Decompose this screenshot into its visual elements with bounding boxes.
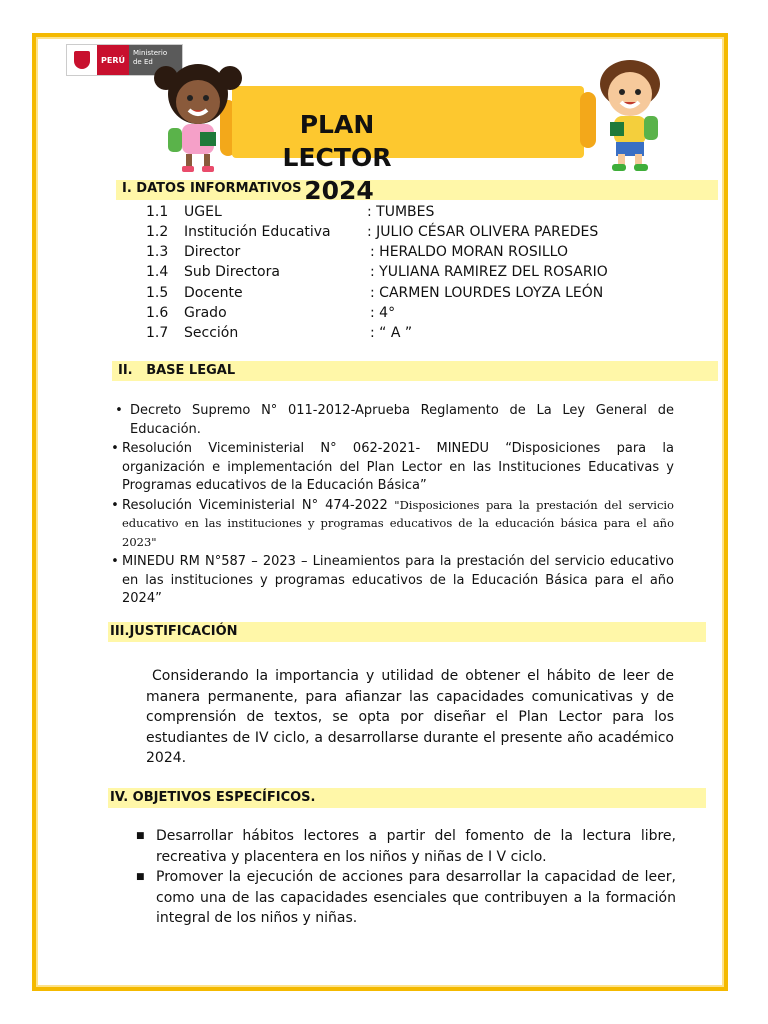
list-item <box>108 497 674 553</box>
list-item-text: Resolución Viceministerial N° 062-2021- MINEDU “Disposiciones para la organización e implementación del Plan Lector en las Instituciones Educativas y Programas educativos de la Educación Básica” <box>122 441 674 493</box>
dato-label: UGEL <box>184 204 222 220</box>
dato-num: 1.6 <box>146 305 169 321</box>
heading-objetivos: IV. OBJETIVOS ESPECÍFICOS. <box>110 790 316 805</box>
dato-num: 1.1 <box>146 204 169 220</box>
justificacion-paragraph: Considerando la importancia y utilidad de obtener el hábito de leer de manera permanente, para afianzar las capacidades comunicativas y de comprensión de textos, se opta por diseñar el Plan Lector para los estudiantes de IV ciclo, a desarrollarse durante el presente año académico 2024. <box>146 668 674 766</box>
bullet-icon: • <box>111 554 119 569</box>
girl-illustration-icon <box>148 58 248 178</box>
logo-peru-label: PERÚ <box>97 45 129 75</box>
dato-value: : HERALDO MORAN ROSILLO <box>370 244 568 260</box>
heading-justificacion: III.JUSTIFICACIÓN <box>110 624 238 639</box>
peru-shield-icon <box>67 45 97 75</box>
list-item-prefix: Resolución Viceministerial N° 474-2022 <box>122 497 388 513</box>
list-item <box>108 440 674 496</box>
square-bullet-icon: ■ <box>136 872 145 882</box>
heading-base-legal: II. BASE LEGAL <box>118 363 236 378</box>
square-bullet-icon: ■ <box>136 831 145 841</box>
list-item <box>108 553 674 609</box>
dato-label: Institución Educativa <box>184 224 331 240</box>
dato-num: 1.5 <box>146 285 169 301</box>
list-item <box>136 826 676 867</box>
list-item-text: MINEDU RM N°587 – 2023 – Lineamientos para la prestación del servicio educativo en las instituciones y programas educativos de la Educación Básica para el año 2024” <box>122 554 674 606</box>
boy-illustration-icon <box>584 54 678 176</box>
list-item-text: Decreto Supremo N° 011-2012-Aprueba Reglamento de La Ley General de Educación. <box>130 403 674 437</box>
dato-value: : YULIANA RAMIREZ DEL ROSARIO <box>370 264 608 280</box>
list-item-text <box>122 497 674 553</box>
bullet-icon: • <box>111 497 119 513</box>
bullet-icon: • <box>111 441 119 456</box>
dato-value: : JULIO CÉSAR OLIVERA PAREDES <box>367 224 599 240</box>
title-line-1: PLAN <box>299 110 375 139</box>
bullet-icon: • <box>115 403 123 418</box>
dato-label: Docente <box>184 285 243 301</box>
list-item <box>108 402 674 439</box>
dato-value: : TUMBES <box>367 204 435 220</box>
list-item-text: Promover la ejecución de acciones para desarrollar la capacidad de leer, como una de las capacidades esenciales que contribuyen a la formación integral de los niños y niñas. <box>156 869 676 926</box>
list-item-text: Desarrollar hábitos lectores a partir del fomento de la lectura libre, recreativa y placentera en los niños y niñas de I V ciclo. <box>156 828 676 865</box>
dato-num: 1.2 <box>146 224 169 240</box>
logo-ministerio-label: Ministerio de Ed <box>129 45 182 75</box>
dato-num: 1.7 <box>146 325 169 341</box>
dato-value: : 4° <box>370 305 396 321</box>
list-item <box>136 867 676 929</box>
heading-datos-informativos: I. DATOS INFORMATIVOS <box>122 181 302 196</box>
title-line-2: LECTOR <box>282 143 392 172</box>
title-line-3: 2024 <box>304 176 374 205</box>
dato-num: 1.3 <box>146 244 169 260</box>
base-legal-list <box>108 402 674 610</box>
dato-label: Sección <box>184 325 239 341</box>
dato-num: 1.4 <box>146 264 169 280</box>
dato-label: Director <box>184 244 241 260</box>
objetivos-list <box>136 826 676 929</box>
dato-label: Sub Directora <box>184 264 280 280</box>
dato-value: : CARMEN LOURDES LOYZA LEÓN <box>370 285 604 301</box>
dato-value: : “ A ” <box>370 325 413 341</box>
dato-label: Grado <box>184 305 227 321</box>
list-item-quote: "Disposiciones para la prestación del servicio educativo en las instituciones y programas educativos de la educación básica para el año 2023" <box>122 497 674 549</box>
